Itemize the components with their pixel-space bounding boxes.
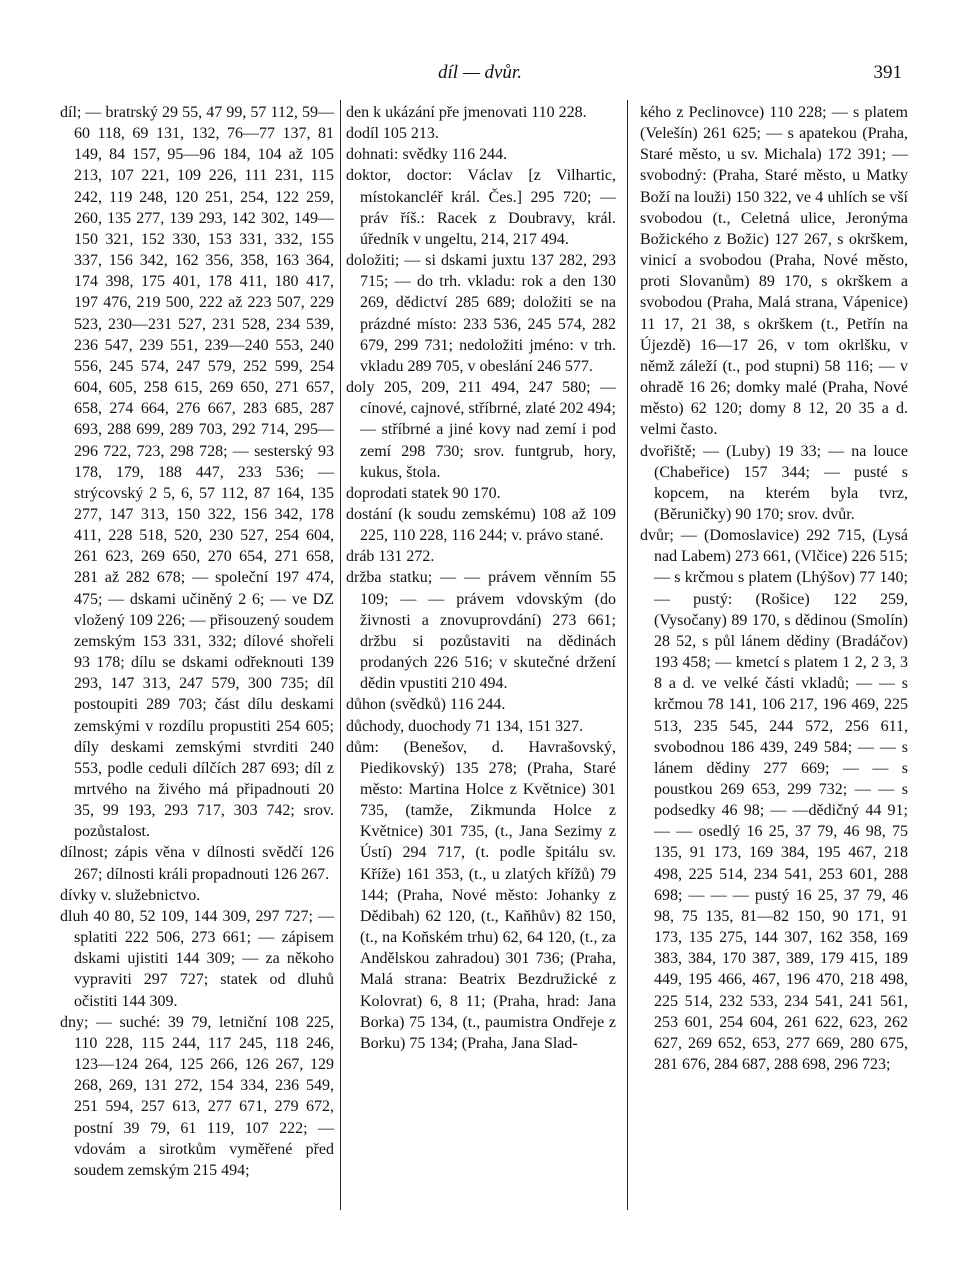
- index-entry: důhon (svědků) 116 244.: [346, 696, 506, 714]
- index-entry: dny; — suché: 39 79, letniční 108 225, 110 228, 115 244, 117 245, 118 246, 123—124 264, 125 266, 126 267, 129 268, 269, 131 272, 154 334, 236 549, 251 594, 257 613, 277 671, 279 672, postní 39 79, 61 119, 107 222; — vdovám a sirotkům vyměřené před soudem zemským 215 494;: [60, 1013, 334, 1179]
- index-entry: doložiti; — si dskami juxtu 137 282, 293 715; — do trh. vkladu: rok a den 130 269, dědictví 285 689; doložiti se na prázdné místo: 233 536, 245 574, 282 679, 299 731; nedoložiti jméno: v trh. vkladu 289 705, v obeslání 246 577.: [346, 252, 616, 375]
- column-divider: [340, 100, 341, 1210]
- index-entry: dostání (k soudu zemskému) 108 až 109 225, 110 228, 116 244; v. právo stané.: [346, 505, 616, 545]
- index-entry: dívky v. služebnictvo.: [60, 886, 201, 904]
- page-number: 391: [873, 62, 902, 83]
- index-column-1: [60, 102, 334, 1181]
- index-entry: dohnati: svědky 116 244.: [346, 146, 508, 164]
- index-entry: dvořiště; — (Luby) 19 33; — na louce (Chabeřice) 157 344; — pusté s kopcem, na kterém byla tvrz, (Běruničky) 90 170; srov. dvůr.: [640, 442, 908, 523]
- index-entry: dílnost; zápis věna v dílnosti svědčí 126 267; dílnosti králi propadnouti 126 267.: [60, 844, 334, 883]
- index-entry-continued: kého z Peclinovce) 110 228; — s platem (Velešín) 261 625; — s apatekou (Praha, Staré město, u sv. Michala) 172 391; — svobodný: (Praha, Staré město, u Matky Boží na louži) 150 322, ve 4 uhlích se vší svobodou (t., Celetná ulice, Jeronýma Božického z Božic) 127 267, s okrškem, vinicí a svobodou (Praha, Nové město, proti Slovanům) 89 170, s okrškem a svobodou (Praha, Malá strana, Vápenice) 11 17, 21 38, s okrškem (t., Petřín na Újezdě) 16—17 26, v tom okrlšku, v němž záleží (t., pod stupni) 58 116; — v ohradě 16 26; domky malé (Praha, Nové město) 62 120; domy 8 12, 20 35 a d. velmi často.: [640, 104, 908, 439]
- index-entry: dráb 131 272.: [346, 548, 435, 566]
- index-entry: dluh 40 80, 52 109, 144 309, 297 727; — splatiti 222 506, 273 661; — zápisem dskami ujistiti 144 309; — za někoho vypraviti 297 727; statek od dluhů očistiti 144 309.: [60, 907, 334, 1010]
- column-divider: [627, 100, 628, 1210]
- index-column-3: [640, 102, 908, 1075]
- running-head: díl — dvůr.: [438, 62, 522, 83]
- index-entry: doprodati statek 90 170.: [346, 484, 501, 502]
- index-column-2: [346, 102, 616, 1054]
- index-entry: důchody, duochody 71 134, 151 327.: [346, 717, 584, 735]
- index-entry: doly 205, 209, 211 494, 247 580; — cínové, cajnové, stříbrné, zlaté 202 494; — stříbrné a jiné kovy nad zemí i pod zemí 298 730; srov. funtgrub, hory, kukus, štola.: [346, 379, 616, 481]
- index-entry: držba statku; — — právem věnním 55 109; — — právem vdovským (do živnosti a znovuprovdání) 273 661; držbu si pozůstaviti na dědinách prodaných 226 516; v skutečné držení dědin vpustiti 210 494.: [346, 569, 616, 693]
- index-entry: doktor, doctor: Václav [z Vilhartic, místokancléř král. Čes.] 295 720; — práv říš.: Racek z Doubravy, král. úředník v ungeltu, 214, 217 494.: [346, 167, 616, 248]
- index-entry: dvůr; — (Domoslavice) 292 715, (Lysá nad Labem) 273 661, (Vlčice) 226 515; — s krčmou s platem (Lhýšov) 77 140; — pustý: (Rošice) 122 259, (Vysočany) 89 170, s dědinou (Smolín) 28 52, s půl lánem dědiny (Bradáčov) 193 458; — kmetcí s platem 1 2, 2 3, 3 8 a d. ve velké části vkladů; — — s krčmou 78 141, 106 217, 196 469, 225 513, 235 545, 244 572, 256 611, svobodnou 186 439, 249 584; — — s lánem dědiny 277 669; — — s poustkou 269 653, 299 732; — — s podsedky 46 98; — —dědičný 44 91; — — osedlý 16 25, 37 79, 46 98, 75 135, 91 173, 169 384, 195 467, 218 498, 225 514, 234 541, 253 601, 288 698; — — — pustý 16 25, 37 79, 46 98, 75 135, 81—82 150, 90 171, 91 173, 135 275, 144 307, 162 358, 169 383, 384, 170 387, 389, 179 415, 189 449, 195 466, 467, 196 470, 218 498, 225 514, 232 533, 234 541, 241 561, 253 601, 254 604, 261 622, 623, 262 627, 269 652, 653, 277 669, 280 675, 281 676, 284 687, 288 698, 296 723;: [640, 527, 908, 1074]
- index-entry: dům: (Benešov, d. Havrašovský, Piedikovský) 135 278; (Praha, Staré město: Martina Holce z Květnice) 301 735, (tamže, Zikmunda Holce z Květnice) 301 735, (t., Jana Sezimy z Ústí) 294 717, (t. podle špitálu sv. Kříže) 161 353, (t., u zlatých křížů) 79 144; (Praha, Nové město: Johanky z Dědibah) 62 120, (t., Kaňhův) 82 150, (t., na Koňském trhu) 62, 64 120, (t., za Andělskou zahradou) 301 736; (Praha, Malá strana: Beatrix Bezdružické z Kolovrat) 6, 8 11; (Praha, hrad: Jana Borka) 75 134, (t., paumistra Ondřeje z Borku) 75 134; (Praha, Jana Slad-: [346, 738, 616, 1052]
- index-entry: díl; — bratrský 29 55, 47 99, 57 112, 59—60 118, 69 131, 132, 76—77 137, 81 149, 84 157, 95—96 184, 104 až 105 213, 107 221, 109 226, 111 231, 115 242, 119 248, 120 251, 254, 122 259, 260, 135 277, 139 293, 142 302, 149—150 321, 152 330, 153 331, 332, 155 337, 156 342, 162 356, 358, 163 364, 174 398, 175 401, 178 411, 180 417, 197 476, 219 500, 222 až 223 507, 229 523, 230—231 527, 231 528, 234 539, 236 547, 239 551, 239—240 553, 240 556, 245 574, 247 579, 252 599, 254 604, 605, 258 615, 269 650, 271 657, 658, 274 664, 276 667, 283 685, 287 693, 288 699, 289 703, 292 714, 295—296 722, 723, 298 728; — sesterský 93 178, 179, 188 447, 233 536; — strýcovský 2 5, 6, 57 112, 87 164, 135 277, 147 313, 150 322, 156 342, 178 411, 228 518, 520, 230 527, 254 604, 261 623, 269 650, 270 654, 271 658, 281 až 282 678; — společní 197 474, 475; — dskami učiněný 2 6; — ve DZ vložený 109 226; — přisouzený soudem zemským 153 331, 332; dílové shořeli 93 178; dílu se dskami odřeknouti 139 293, 147 313, 247 579, 300 735; díl postoupiti 289 703; část dílu deskami zemskými v rozdílu propustiti 254 605; díly deskami zemskými stvrditi 240 553, podle ceduli dílčích 287 693; díl z mrtvého na živého má připadnouti 20 35, 99 193, 293 717, 303 742; srov. pozůstalost.: [60, 104, 334, 841]
- index-entry: dodíl 105 213.: [346, 125, 439, 143]
- index-entry: den k ukázání pře jmenovati 110 228.: [346, 104, 587, 121]
